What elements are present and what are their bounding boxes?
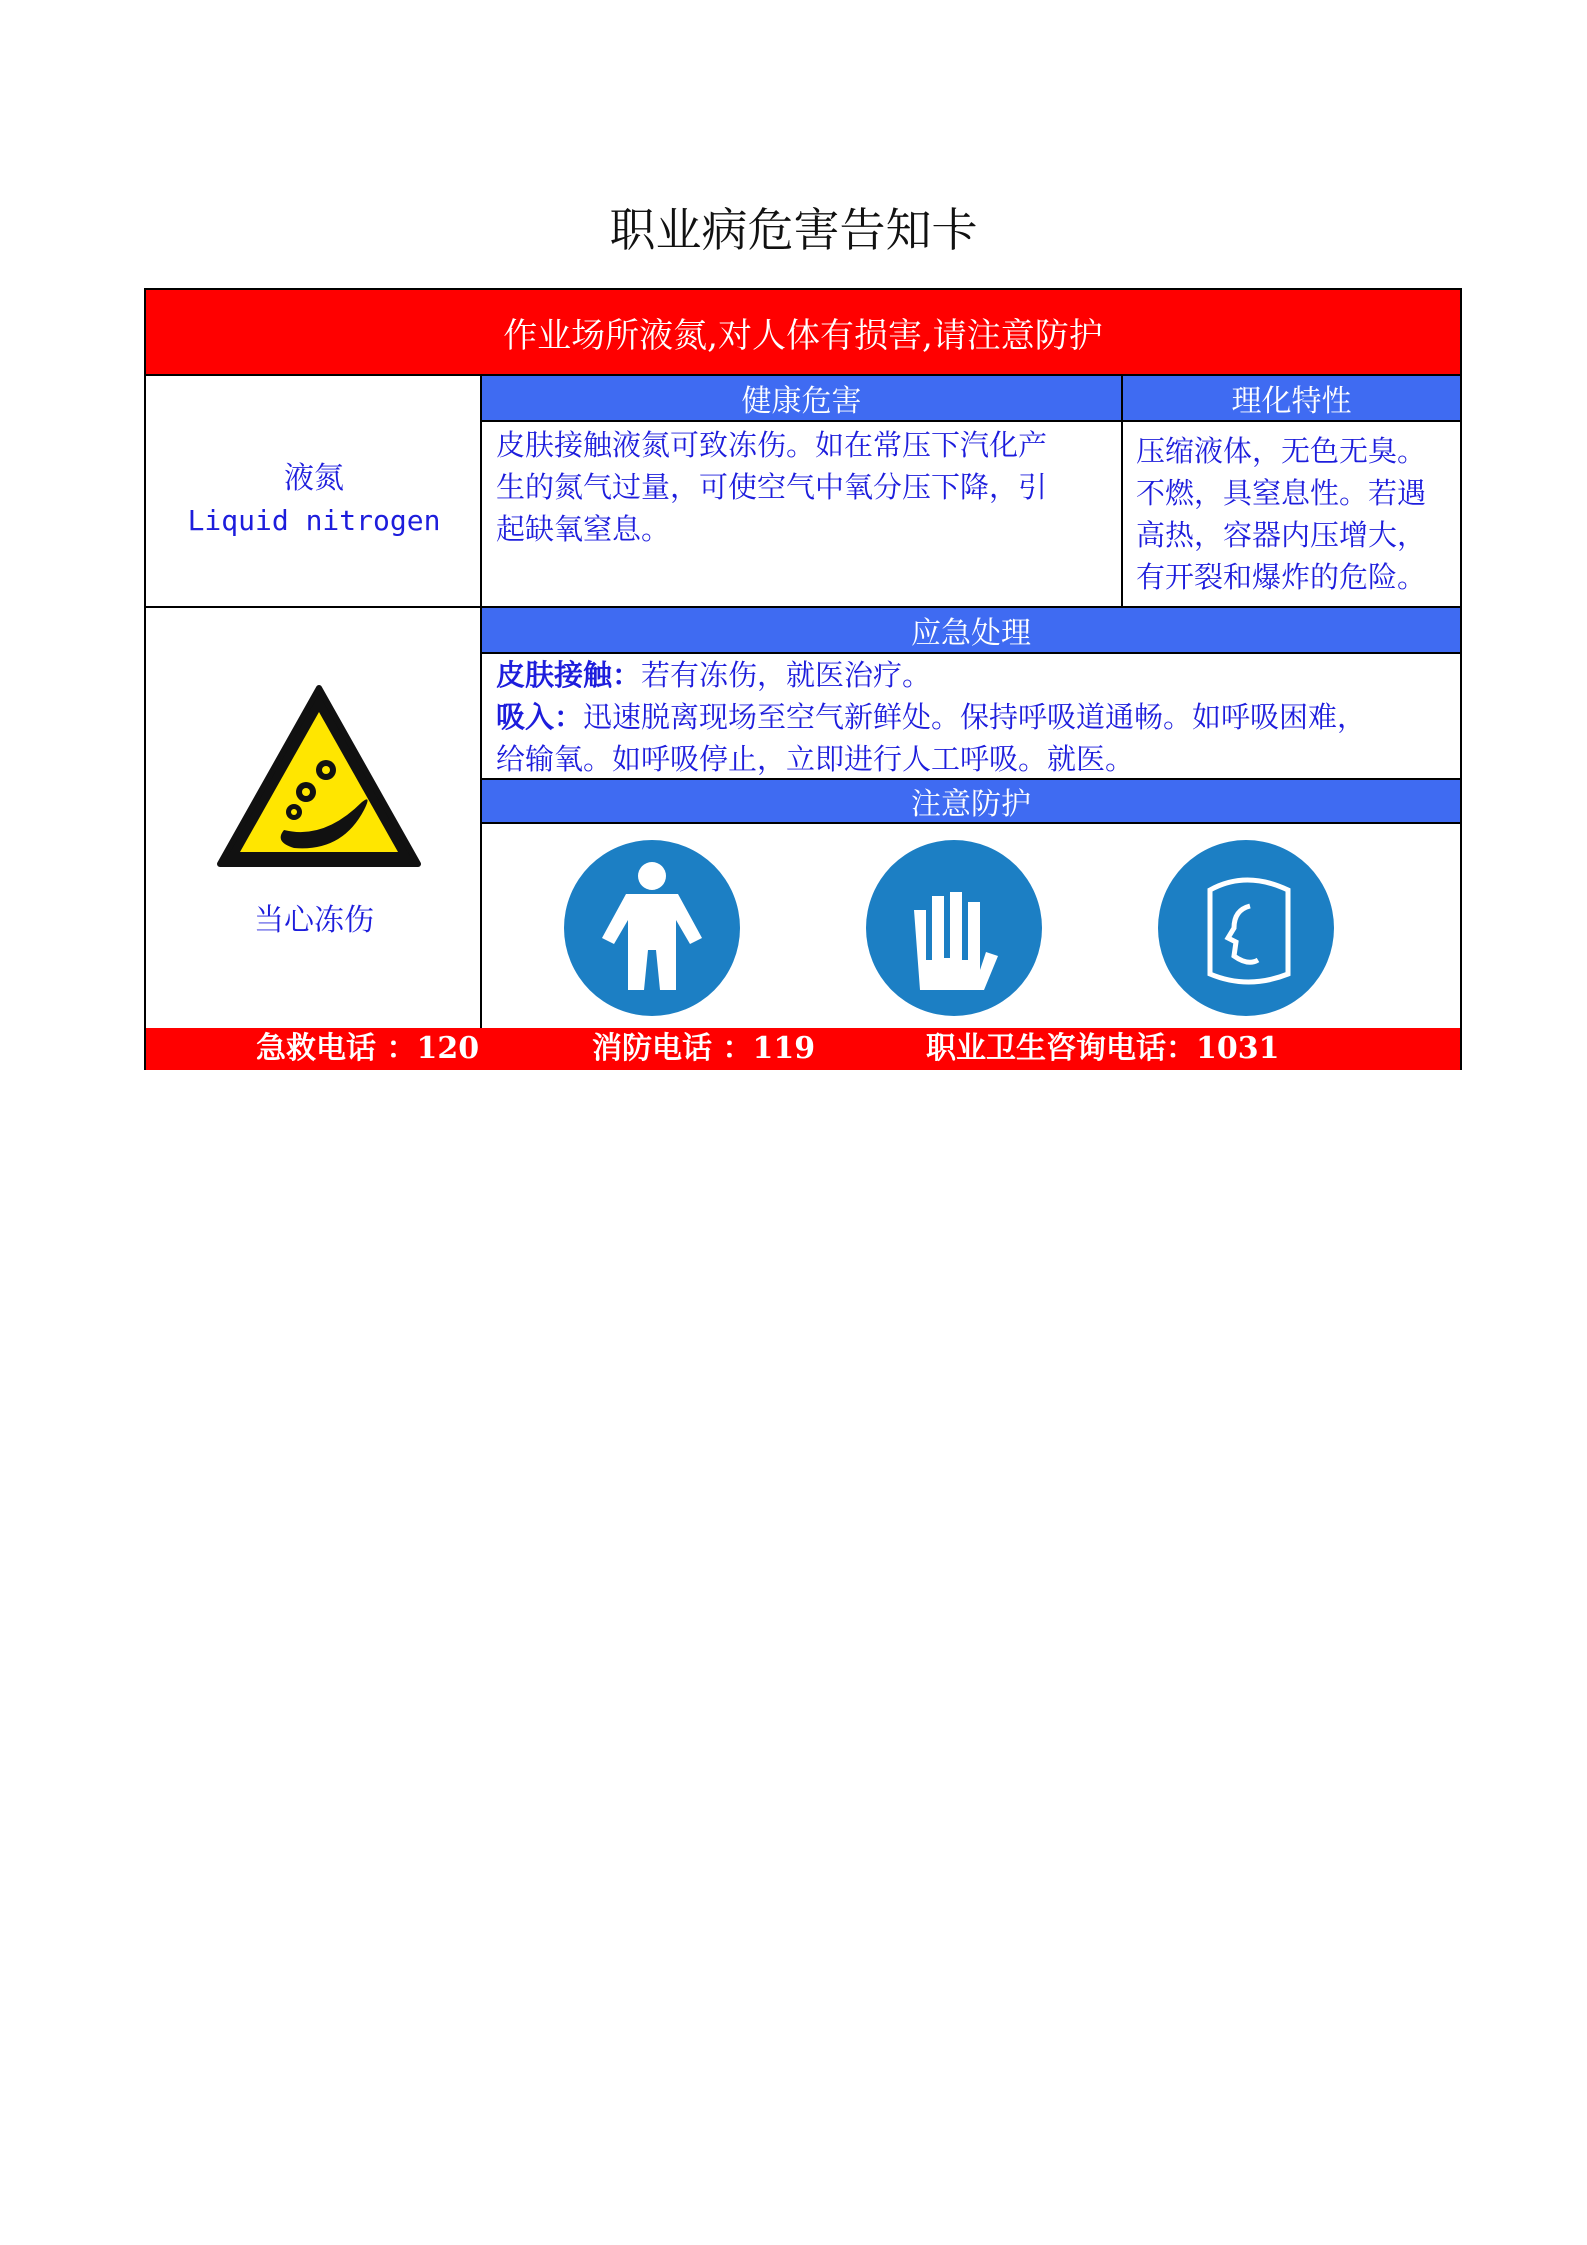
chemical-name-cn: 液氮 xyxy=(284,461,344,496)
chemical-name-en: Liquid nitrogen xyxy=(187,504,441,537)
face-shield-icon xyxy=(1158,840,1334,1016)
occupational-phone: 职业卫生咨询电话：1031 xyxy=(926,1031,1280,1066)
properties-text: 压缩液体，无色无臭。 不燃，具窒息性。若遇 高热，容器内压增大， 有开裂和爆炸的危险。 xyxy=(1136,434,1427,594)
hazard-banner xyxy=(146,290,1460,374)
emergency-header: 应急处理 xyxy=(482,608,1460,652)
hazard-card xyxy=(144,288,1462,1070)
protection-header: 注意防护 xyxy=(482,780,1460,822)
properties-header: 理化特性 xyxy=(1123,376,1460,420)
first-aid-phone: 急救电话 ：120 xyxy=(256,1031,480,1066)
warning-label: 当心冻伤 xyxy=(254,903,374,938)
protective-gloves-icon xyxy=(866,840,1042,1016)
emergency-phone-bar xyxy=(146,1028,1460,1070)
health-hazard-text: 皮肤接触液氮可致冻伤。如在常压下汽化产 生的氮气过量，可使空气中氧分压下降，引 起缺氧窒息。 xyxy=(496,428,1048,546)
frostbite-warning-icon xyxy=(214,682,424,872)
fire-phone: 消防电话 ：119 xyxy=(592,1031,816,1066)
banner-text: 作业场所液氮,对人体有损害,请注意防护 xyxy=(503,315,1103,356)
emergency-text: 皮肤接触：若有冻伤，就医治疗。 吸入：迅速脱离现场至空气新鲜处。保持呼吸道通畅。如呼吸困难， 给输氧。如呼吸停止，立即进行人工呼吸。就医。 xyxy=(496,658,1367,776)
protective-suit-icon xyxy=(564,840,740,1016)
page-title: 职业病危害告知卡 xyxy=(609,203,978,257)
health-hazard-header: 健康危害 xyxy=(482,376,1121,420)
